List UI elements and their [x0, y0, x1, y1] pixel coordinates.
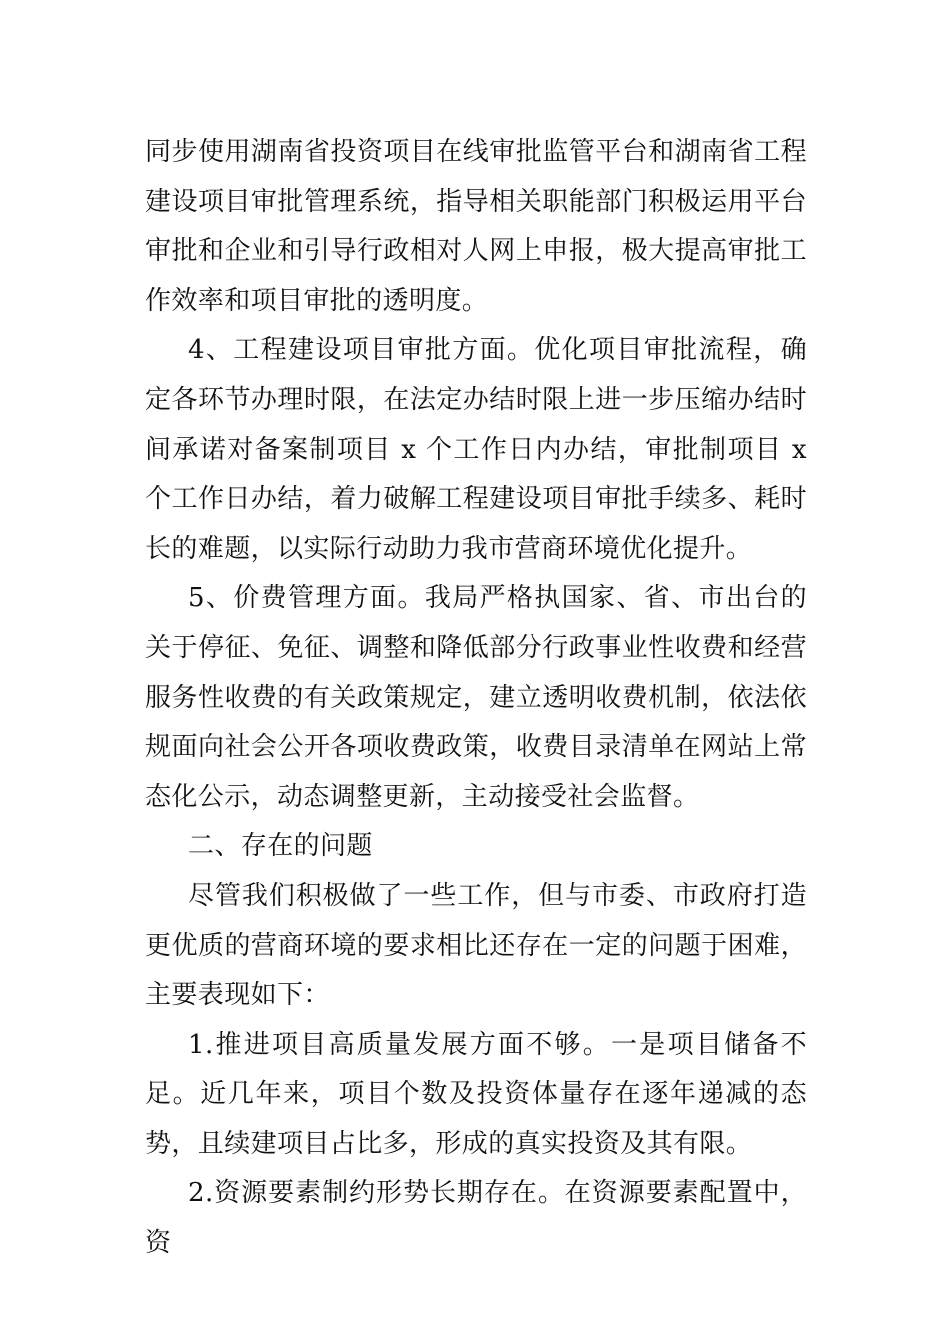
paragraph-item-5: 5、价费管理方面。我局严格执国家、省、市出台的关于停征、免征、调整和降低部分行政事业性收费和经营服务性收费的有关政策规定，建立透明收费机制，依法依规面向社会公开各项收费政策，收费目录清单在网站上常态化公示，动态调整更新，主动接受社会监督。 [145, 583, 807, 812]
section-heading: 二、存在的问题 [188, 831, 373, 862]
paragraph-problem-2: 2.资源要素制约形势长期存在。在资源要素配置中，资 [145, 1178, 807, 1259]
document-page [145, 128, 807, 1269]
paragraph-continuation: 同步使用湖南省投资项目在线审批监管平台和湖南省工程建设项目审批管理系统，指导相关职能部门积极运用平台审批和企业和引导行政相对人网上申报，极大提高审批工作效率和项目审批的透明度。 [145, 137, 807, 316]
paragraph-section-intro: 尽管我们积极做了一些工作，但与市委、市政府打造更优质的营商环境的要求相比还存在一定的问题于困难，主要表现如下： [145, 880, 807, 1011]
paragraph-item-4: 4、工程建设项目审批方面。优化项目审批流程，确定各环节办理时限，在法定办结时限上进一步压缩办结时间承诺对备案制项目 x 个工作日内办结，审批制项目 x 个工作日办结，着力破解工程建设项目审批手续多、耗时长的难题，以实际行动助力我市营商环境优化提升。 [145, 335, 807, 564]
paragraph-problem-1: 1.推进项目高质量发展方面不够。一是项目储备不足。近几年来，项目个数及投资体量存在逐年递减的态势，且续建项目占比多，形成的真实投资及其有限。 [145, 1029, 807, 1159]
